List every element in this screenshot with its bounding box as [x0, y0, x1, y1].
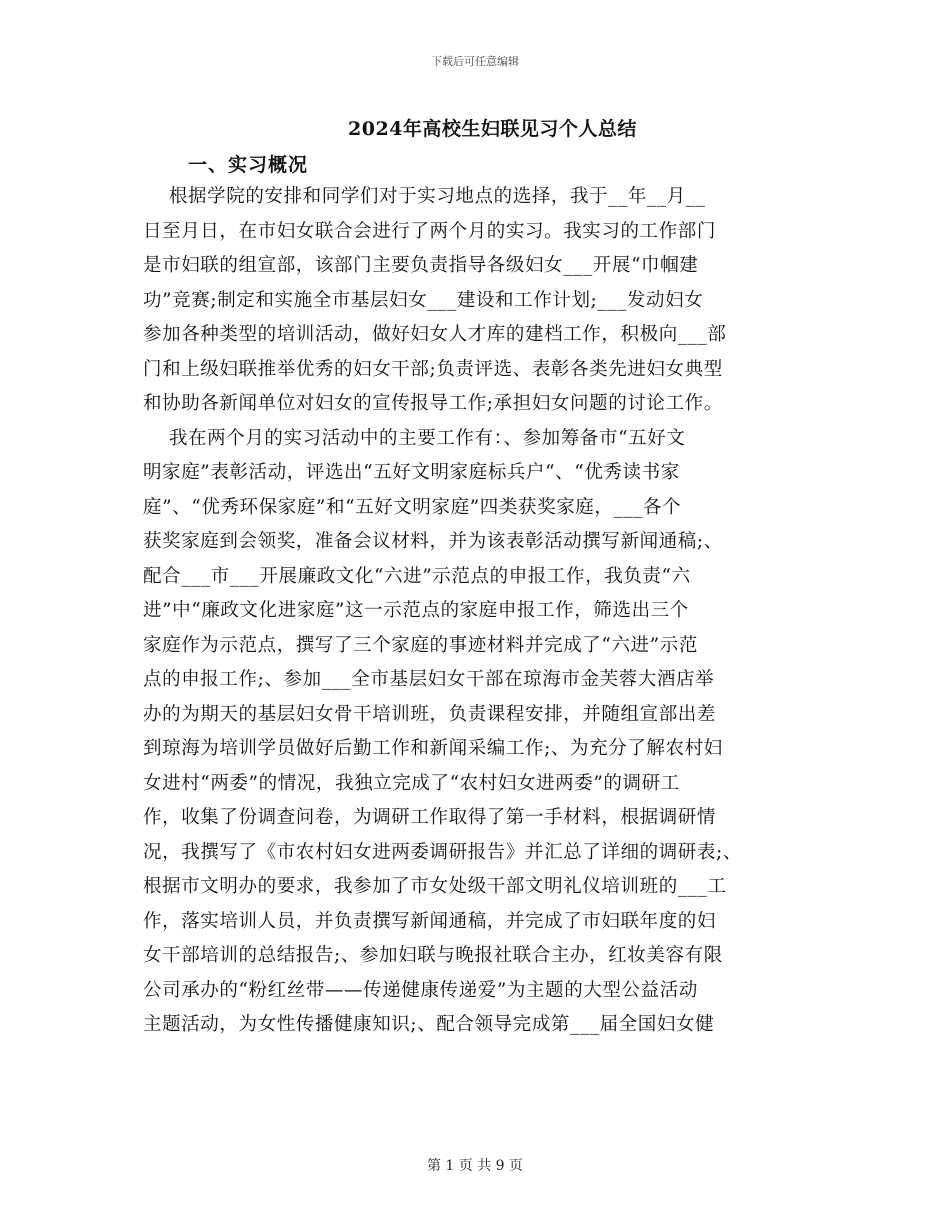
body-text-line: 和协助各新闻单位对妇女的宣传报导工作;承担妇女问题的讨论工作。 — [143, 393, 723, 414]
body-text-line: 况，我撰写了《市农村妇女进两委调研报告》并汇总了详细的调研表;、 — [143, 841, 742, 863]
body-text-line: 主题活动，为女性传播健康知识;、配合领导完成第___届全国妇女健 — [143, 1014, 715, 1035]
body-text-line: 公司承办的“粉红丝带——传递健康传递爱”为主题的大型公益活动 — [143, 979, 698, 1001]
page-number-footer: 第 1 页 共 9 页 — [426, 1158, 524, 1174]
document-body — [143, 180, 813, 1043]
body-text-line: 根据学院的安排和同学们对于实习地点的选择，我于__年__月__ — [143, 186, 706, 207]
body-text-line: 作，收集了份调查问卷，为调研工作取得了第一手材料，根据调研情 — [143, 807, 717, 828]
body-text-line: 是市妇联的组宣部，该部门主要负责指导各级妇女___开展“巾帼建 — [143, 255, 699, 276]
body-text-line: 庭”、“优秀环保家庭”和“五好文明家庭”四类获奖家庭，___各个 — [143, 496, 682, 518]
section-heading: 一、实习概况 — [188, 154, 309, 176]
body-text-line: 办的为期天的基层妇女骨干培训班，负责课程安排，并随组宣部出差 — [143, 703, 717, 725]
body-text-line: 功”竞赛;制定和实施全市基层妇女___建设和工作计划;___发动妇女 — [143, 289, 704, 311]
body-text-line: 明家庭”表彰活动，评选出“五好文明家庭标兵户“、“优秀读书家 — [143, 462, 680, 483]
body-text-line: 点的申报工作;、参加___全市基层妇女干部在琼海市金芙蓉大酒店举 — [143, 669, 715, 690]
body-text-line: 配合___市___开展廉政文化“六进”示范点的申报工作，我负责“六 — [143, 565, 691, 587]
body-text-line: 女干部培训的总结报告;、参加妇联与晚报社联合主办，红妆美容有限 — [143, 945, 723, 966]
body-text-line: 作，落实培训人员，并负责撰写新闻通稿，并完成了市妇联年度的妇 — [143, 910, 717, 932]
body-text-line: 门和上级妇联推举优秀的妇女干部;负责评选、表彰各类先进妇女典型 — [143, 358, 723, 380]
body-text-line: 日至月日，在市妇女联合会进行了两个月的实习。我实习的工作部门 — [143, 220, 717, 242]
body-text-line: 我在两个月的实习活动中的主要工作有：、参加筹备市“五好文 — [143, 427, 686, 449]
body-text-line: 获奖家庭到会领奖，准备会议材料，并为该表彰活动撰写新闻通稿;、 — [143, 531, 723, 552]
body-text-line: 到琼海为培训学员做好后勤工作和新闻采编工作;、为充分了解农村妇 — [143, 738, 723, 759]
body-text-line: 进”中“廉政文化进家庭”这一示范点的家庭申报工作，筛选出三个 — [143, 600, 689, 621]
document-title: 2024年高校生妇联见习个人总结 — [348, 118, 637, 140]
body-text-line: 女进村“两委”的情况，我独立完成了“农村妇女进两委”的调研工 — [143, 772, 680, 794]
page-header-note: 下载后可任意编辑 — [431, 55, 519, 68]
body-text-line: 根据市文明办的要求，我参加了市女处级干部文明礼仪培训班的___工 — [143, 876, 727, 897]
body-text-line: 参加各种类型的培训活动，做好妇女人才库的建档工作，积极向___部 — [143, 324, 727, 345]
body-text-line: 家庭作为示范点，撰写了三个家庭的事迹材料并完成了“六进”示范 — [143, 634, 698, 656]
